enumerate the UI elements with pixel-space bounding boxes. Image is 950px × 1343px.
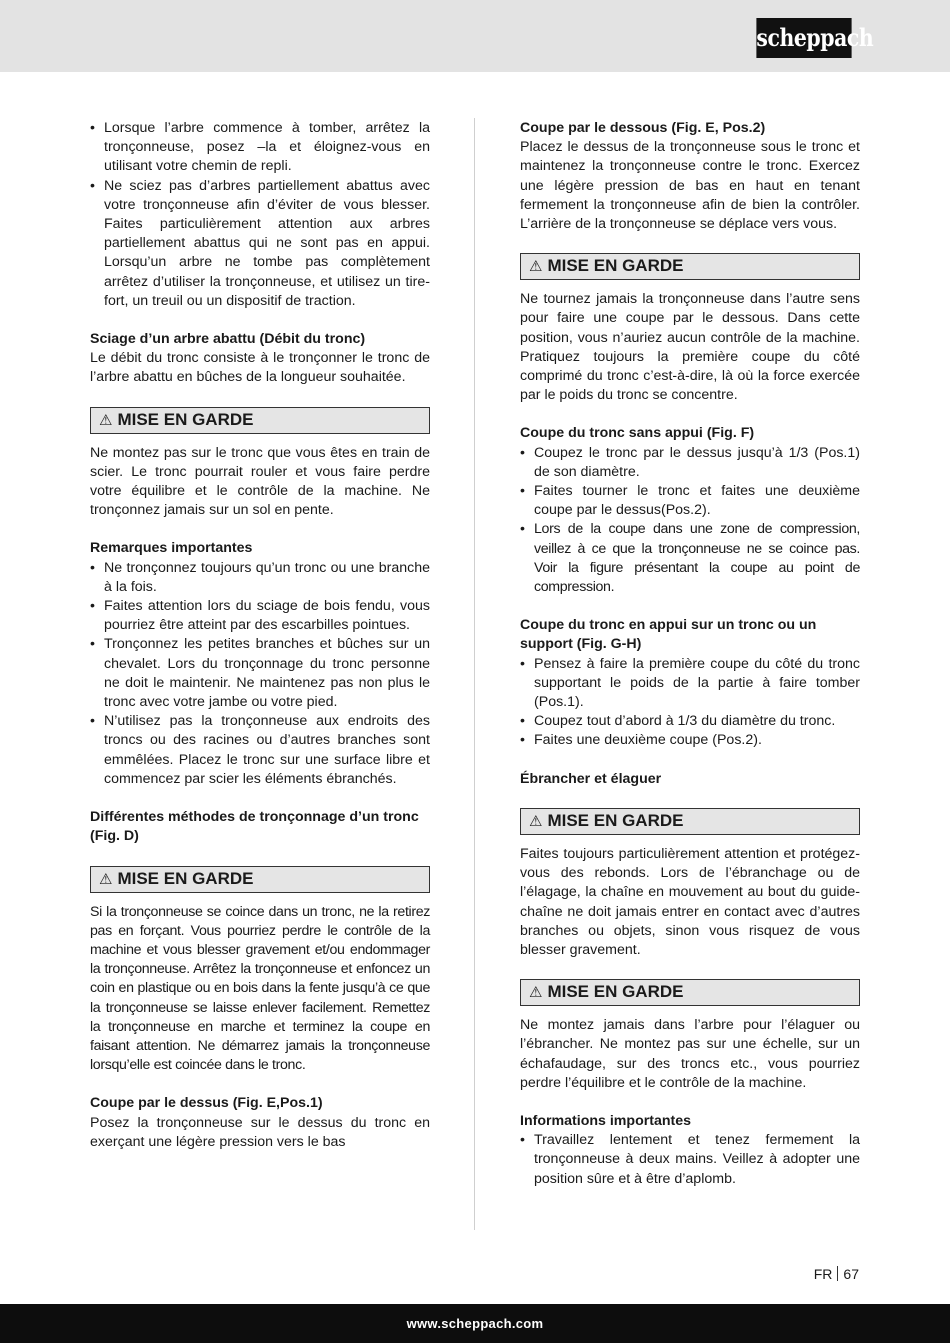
warning-triangle-icon: ⚠ <box>529 812 543 830</box>
list-item: • Tronçonnez les petites branches et bûches sur un chevalet. Lors du tronçonnage du tronc personne ne doit le maintenir. Ne maintenez pas non plus le tronc avec votre jambe ou votre pied. <box>90 635 430 712</box>
warning-box <box>90 866 430 893</box>
right-column <box>520 119 860 1189</box>
language-code: FR <box>813 1266 833 1282</box>
support-list <box>520 655 860 751</box>
section-heading: Coupe du tronc en appui sur un tronc ou un support (Fig. G-H) <box>520 617 817 653</box>
list-item: • Ne tronçonnez toujours qu’un tronc ou une branche à la fois. <box>90 559 430 597</box>
section-heading: Sciage d’un arbre abattu (Débit du tronc) <box>90 331 366 348</box>
section-heading: Remarques importantes <box>90 540 253 557</box>
list-item: • Coupez le tronc par le dessus jusqu’à 1/3 (Pos.1) de son diamètre. <box>520 444 860 482</box>
list-item: • Faites une deuxième coupe (Pos.2). <box>520 731 860 750</box>
section-heading: Ébrancher et élaguer <box>520 770 662 787</box>
warning-text: Faites toujours particulièrement attention et protégez-vous des rebonds. Lors de l’ébranchage ou de l’élagage, la chaîne en mouvement au bout du guide-chaîne ne doit jamais entrer en contact avec d’autres branches ou objets, sinon vous risquez de vous blesser gravement. <box>520 845 860 958</box>
list-item: • Pensez à faire la première coupe du côté du tronc supportant le poids de la partie à faire tomber (Pos.1). <box>520 655 860 713</box>
no-support-list <box>520 444 860 598</box>
info-list <box>520 1131 860 1189</box>
warning-box <box>520 253 860 280</box>
warning-triangle-icon: ⚠ <box>99 870 113 888</box>
paragraph: Le débit du tronc consiste à le tronçonner le tronc de l’arbre abattu en bûches de la longueur souhaitée. <box>90 350 430 386</box>
warning-label: MISE EN GARDE <box>547 810 684 830</box>
column-divider <box>474 118 475 1230</box>
footer-bar <box>0 1304 950 1343</box>
section-heading: Coupe du tronc sans appui (Fig. F) <box>520 425 755 442</box>
section-heading: Différentes méthodes de tronçonnage d’un tronc (Fig. D) <box>90 809 419 845</box>
list-item: • Travaillez lentement et tenez fermement la tronçonneuse à deux mains. Veillez à adopter une position sûre et à être d’aplomb. <box>520 1131 860 1189</box>
warning-label: MISE EN GARDE <box>547 256 684 276</box>
felling-bullets <box>90 119 430 311</box>
left-column <box>90 119 430 1152</box>
list-item: • Coupez tout d’abord à 1/3 du diamètre du tronc. <box>520 712 860 731</box>
footer-url[interactable]: www.scheppach.com <box>406 1316 544 1331</box>
warning-label: MISE EN GARDE <box>117 868 254 888</box>
warning-text: Ne tournez jamais la tronçonneuse dans l’autre sens pour faire une coupe par le dessous. Dans cette position, vous n’auriez aucun contrôle de la machine. Pratiquez toujours la première coupe du côté comprimé du tronc c’est-à-dire, là où la force exercée par le poids du tronc se concentre. <box>520 291 860 404</box>
remarks-list <box>90 559 430 789</box>
page-separator <box>837 1266 838 1281</box>
warning-text: Ne montez jamais dans l’arbre pour l’élaguer ou l’ébrancher. Ne montez pas sur une échelle, sur un échafaudage, sur des troncs etc., vous pourriez perdre l’équilibre et le contrôle de la machine. <box>520 1017 860 1091</box>
list-item: • Ne sciez pas d’arbres partiellement abattus avec votre tronçonneuse afin d’éviter de vous blesser. Faites particulièrement attention aux arbres partiellement abattus qui ne sont pas en appui. Lorsqu’un arbre ne tombe pas complètement arrêtez d’utiliser la tronçonneuse, et utilisez un tire-fort, un treuil ou un dispositif de traction. <box>90 177 430 311</box>
list-item: • Lorsque l’arbre commence à tomber, arrêtez la tronçonneuse, posez –la et éloignez-vous en utilisant votre chemin de repli. <box>90 119 430 177</box>
section-heading: Informations importantes <box>520 1112 692 1129</box>
paragraph: Posez la tronçonneuse sur le dessus du tronc en exerçant une légère pression vers le bas <box>90 1114 430 1150</box>
warning-box <box>90 407 430 434</box>
warning-label: MISE EN GARDE <box>547 982 684 1002</box>
warning-text: Ne montez pas sur le tronc que vous êtes en train de scier. Le tronc pourrait rouler et vous faire perdre votre équilibre et le contrôle de la machine. Ne tronçonnez jamais sur un sol en pente. <box>90 444 430 519</box>
list-item: • Faites tourner le tronc et faites une deuxième coupe par le dessus(Pos.2). <box>520 482 860 520</box>
list-item: • Lors de la coupe dans une zone de compression, veillez à ce que la tronçonneuse ne se coince pas. Voir la figure présentant la coupe au point de compression. <box>520 520 860 597</box>
page-number <box>814 1266 859 1282</box>
section-heading: Coupe par le dessous (Fig. E, Pos.2) <box>520 120 766 136</box>
warning-text: Si la tronçonneuse se coince dans un tronc, ne la retirez pas en forçant. Vous pourriez perdre le contrôle de la machine et vous blesser gravement et/ou endommager la tronçonneuse. Arrêtez la tronçonneuse et enfoncez un coin en plastique ou en bois dans la fente jusqu’à ce que la tronçonneuse se laisse enlever facilement. Remettez la tronçonneuse en marche et terminez la coupe en faisant attention. Ne démarrez jamais la tronçonneuse lorsqu’elle est coincée dans le tronc. <box>90 903 430 1074</box>
warning-box <box>520 808 860 835</box>
page-number-value: 67 <box>843 1266 859 1282</box>
warning-triangle-icon: ⚠ <box>99 411 113 429</box>
warning-box <box>520 979 860 1006</box>
list-item: • Faites attention lors du sciage de bois fendu, vous pourriez être atteint par des escarbilles pointues. <box>90 597 430 635</box>
list-item: • N’utilisez pas la tronçonneuse aux endroits des troncs ou des racines ou d’autres branches sont emmêlées. Placez le tronc sur une surface libre et commencez par scier les éléments ébranchés. <box>90 712 430 789</box>
warning-triangle-icon: ⚠ <box>529 984 543 1002</box>
paragraph: Placez le dessus de la tronçonneuse sous le tronc et maintenez la tronçonneuse contre le tronc. Exercez une légère pression de bas en haut en tenant fermement la tronçonneuse afin de bien la contrôler. L’arrière de la tronçonneuse se déplace vers vous. <box>520 139 860 233</box>
section-heading: Coupe par le dessus (Fig. E,Pos.1) <box>90 1095 323 1112</box>
warning-triangle-icon: ⚠ <box>529 258 543 276</box>
warning-label: MISE EN GARDE <box>117 409 254 429</box>
brand-logo: scheppach <box>756 18 851 58</box>
